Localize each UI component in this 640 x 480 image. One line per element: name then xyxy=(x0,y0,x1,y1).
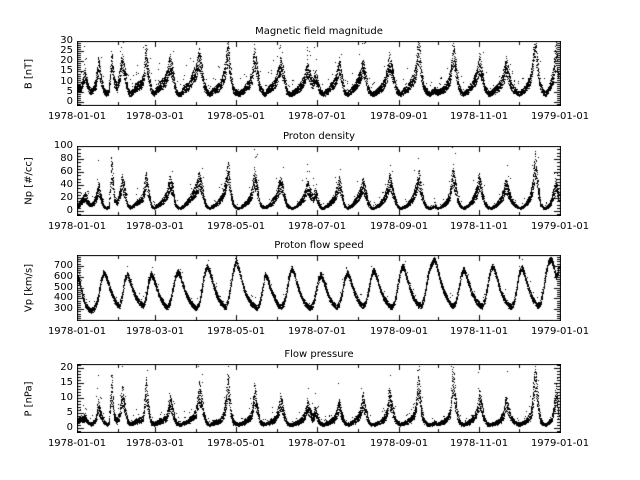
y-tick-label: 80 xyxy=(60,153,73,164)
y-tick-label: 30 xyxy=(60,35,73,46)
x-tick-label: 1979-01-01 xyxy=(530,111,590,122)
x-tick-label: 1978-05-01 xyxy=(206,221,266,232)
y-tick-label: 500 xyxy=(53,282,73,293)
y-tick-label: 0 xyxy=(66,205,73,216)
x-tick-label: 1978-01-01 xyxy=(47,326,107,337)
x-tick-label: 1978-01-01 xyxy=(47,111,107,122)
y-axis-label-0: B [nT] xyxy=(23,58,35,89)
x-tick-label: 1978-03-01 xyxy=(125,438,185,449)
panel-title-1: Proton density xyxy=(282,131,356,142)
y-tick-label: 60 xyxy=(60,166,73,177)
x-tick-label: 1978-11-01 xyxy=(449,111,509,122)
x-tick-label: 1978-11-01 xyxy=(449,326,509,337)
y-tick-label: 300 xyxy=(53,303,73,314)
x-tick-label: 1978-11-01 xyxy=(449,221,509,232)
x-tick-label: 1978-07-01 xyxy=(287,438,347,449)
panel-title-0: Magnetic field magnitude xyxy=(255,26,383,37)
y-tick-label: 400 xyxy=(53,292,73,303)
x-tick-label: 1978-09-01 xyxy=(369,326,429,337)
y-tick-label: 40 xyxy=(60,179,73,190)
panel-b xyxy=(77,41,561,106)
panel-title-2: Proton flow speed xyxy=(274,240,364,251)
y-tick-label: 0 xyxy=(66,422,73,433)
x-tick-label: 1979-01-01 xyxy=(530,326,590,337)
x-tick-label: 1978-01-01 xyxy=(47,221,107,232)
scatter-canvas-3 xyxy=(77,364,561,433)
y-tick-label: 700 xyxy=(53,260,73,271)
x-tick-label: 1978-01-01 xyxy=(47,438,107,449)
x-tick-label: 1978-09-01 xyxy=(369,221,429,232)
x-tick-label: 1978-09-01 xyxy=(369,438,429,449)
y-tick-label: 0 xyxy=(66,96,73,107)
x-tick-label: 1978-09-01 xyxy=(369,111,429,122)
x-tick-label: 1978-03-01 xyxy=(125,326,185,337)
x-tick-label: 1978-07-01 xyxy=(287,111,347,122)
x-tick-label: 1979-01-01 xyxy=(530,438,590,449)
x-tick-label: 1979-01-01 xyxy=(530,221,590,232)
y-tick-label: 15 xyxy=(60,65,73,76)
y-tick-label: 20 xyxy=(60,192,73,203)
y-tick-label: 600 xyxy=(53,271,73,282)
y-axis-label-3: P [nPa] xyxy=(23,380,35,417)
scatter-canvas-2 xyxy=(77,255,561,321)
y-tick-label: 5 xyxy=(66,86,73,97)
x-tick-label: 1978-11-01 xyxy=(449,438,509,449)
panel-np xyxy=(77,146,561,216)
y-axis-label-1: Np [#/cc] xyxy=(23,157,35,205)
y-tick-label: 25 xyxy=(60,45,73,56)
x-tick-label: 1978-03-01 xyxy=(125,221,185,232)
x-tick-label: 1978-07-01 xyxy=(287,326,347,337)
y-tick-label: 10 xyxy=(60,76,73,87)
x-tick-label: 1978-05-01 xyxy=(206,111,266,122)
y-tick-label: 5 xyxy=(66,407,73,418)
panel-p xyxy=(77,364,561,433)
scatter-canvas-0 xyxy=(77,41,561,106)
x-tick-label: 1978-07-01 xyxy=(287,221,347,232)
y-tick-label: 10 xyxy=(60,392,73,403)
scatter-canvas-1 xyxy=(77,146,561,216)
panel-title-3: Flow pressure xyxy=(284,349,354,360)
y-axis-label-2: Vp [km/s] xyxy=(23,263,35,313)
y-tick-label: 20 xyxy=(60,55,73,66)
y-tick-label: 20 xyxy=(60,362,73,373)
x-tick-label: 1978-05-01 xyxy=(206,326,266,337)
x-tick-label: 1978-03-01 xyxy=(125,111,185,122)
panel-vp xyxy=(77,255,561,321)
y-tick-label: 15 xyxy=(60,377,73,388)
y-tick-label: 100 xyxy=(53,140,73,151)
x-tick-label: 1978-05-01 xyxy=(206,438,266,449)
